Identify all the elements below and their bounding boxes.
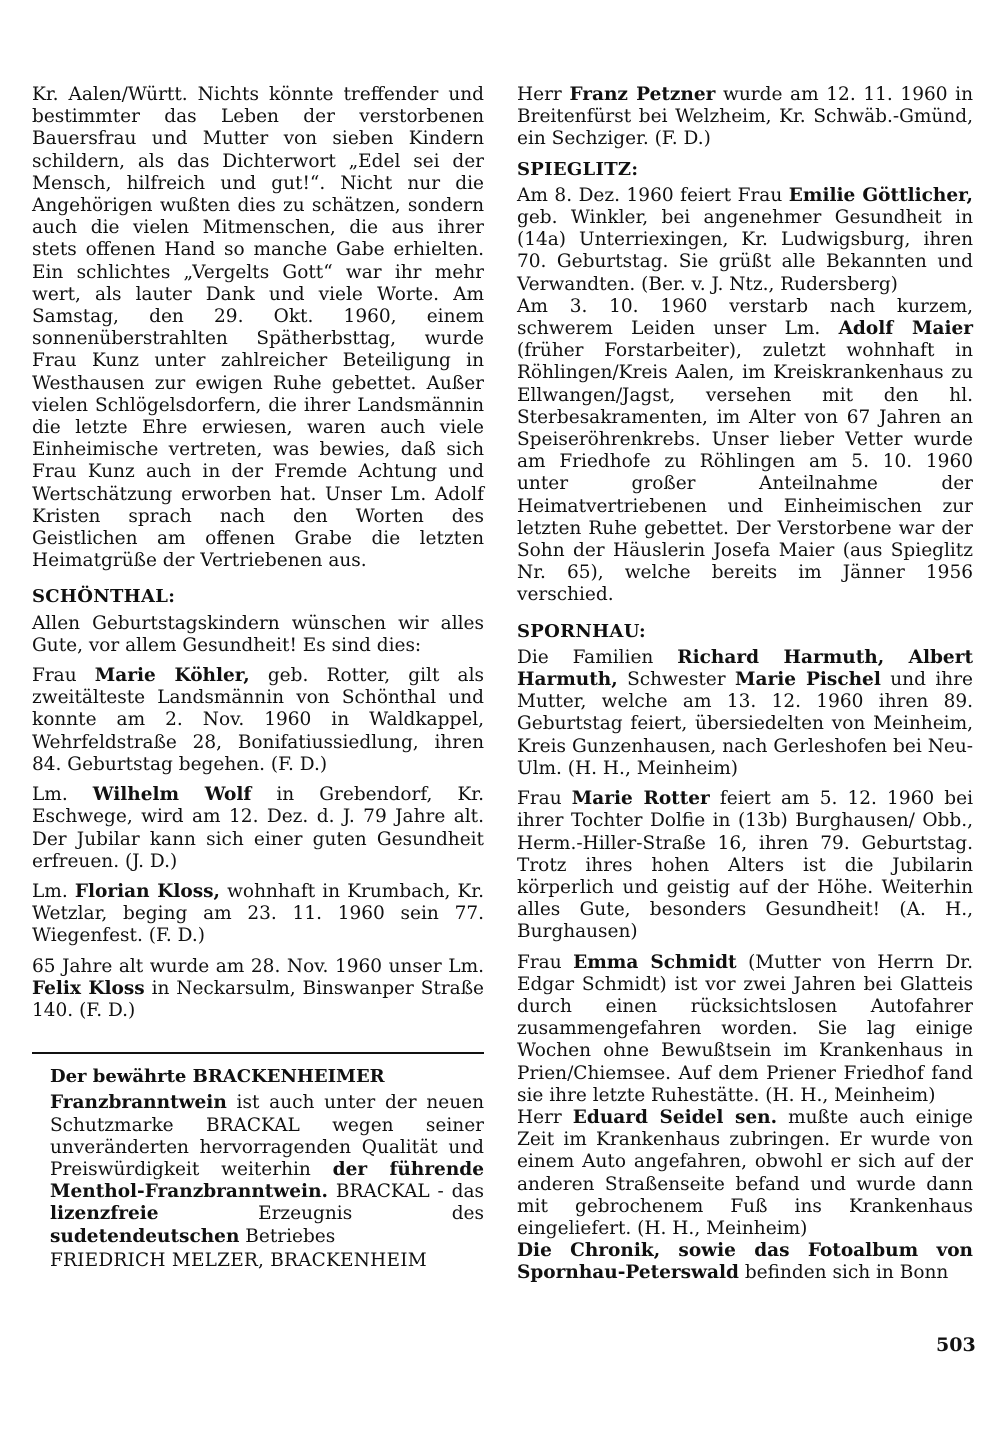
obituary-adolf-maier: Am 3. 10. 1960 verstarb nach kurzem, schwerem Leiden unser Lm. Adolf Maier (früher Forstarbeiter), zuletzt wohnhaft in Röhlingen/Kreis Aalen, im Kreiskrankenhaus zu Ellwangen/Jagst, versehen mit den hl. Sterbesakramenten, im Alter von 67 Jahren an Speiseröhrenkrebs. Unser lieber Vetter wurde am Friedhofe zu Röhlingen am 5. 10. 1960 unter großer Anteilnahme der Heimatvertriebenen und Einheimischen zur letzten Ruhe gebettet. Der Verstorbene war der Sohn der Häuslerin Josefa Maier (aus Spieglitz Nr. 65), welche bereits im Jänner 1956 verschied.	[517, 295, 973, 606]
obituary-kunz: Kr. Aalen/Württ. Nichts könnte treffender und bestimmter das Leben der verstorbenen Bauersfrau und Mutter von sieben Kindern schildern, als das Dichterwort „Edel sei der Mensch, hilfreich und gut!“. Nicht nur die Angehörigen wußten dies zu schätzen, sondern auch die vielen Mitmenschen, die aus ihrer stets offenen Hand so manche Gabe erhielten. Ein schlichtes „Vergelts Gott“ war ihr mehr wert, als lauter Dank und viele Worte. Am Samstag, den 29. Okt. 1960, einem sonnenüberstrahlten Spätherbsttag, wurde Frau Kunz unter zahlreicher Beteiligung in Westhausen zur ewigen Ruhe gebettet. Außer vielen Schlögelsdorfern, die ihrer Landsmännin die letzte Ehre erwiesen, waren auch viele Einheimische vertreten, was bewies, daß sich Frau Kunz auch in der Fremde Achtung und Wertschätzung erworben hat. Unser Lm. Adolf Kristen sprach nach den Worten des Geistlichen am offenen Grabe die letzten Heimatgrüße der Vertriebenen aus.	[32, 84, 484, 572]
divider-rule	[32, 1052, 484, 1054]
person-name: Wilhelm Wolf	[92, 784, 252, 806]
person-name: Adolf Maier	[838, 318, 973, 340]
ad-company: FRIEDRICH MELZER, BRACKENHEIM	[50, 1249, 427, 1271]
person-name: Marie Pischel	[734, 669, 881, 691]
notice-marie-rotter: Frau Marie Rotter feiert am 5. 12. 1960 bei ihrer Tochter Dolfie in (13b) Burghausen/ Obb., Herm.-Hiller-Straße 16, ihren 79. Geburtstag. Trotz ihres hohen Alters ist die Jubilarin körperlich und geistig auf der Höhe. Weiterhin alles Gute, besonders Gesundheit! (A. H., Burghausen)	[517, 788, 973, 943]
notice-marie-koehler: Frau Marie Köhler, geb. Rotter, gilt als zweitälteste Landsmännin von Schönthal und konnte am 2. Nov. 1960 in Waldkappel, Wehrfeldstraße 28, Bonifatiussiedlung, ihren 84. Geburtstag begehen. (F. D.)	[32, 665, 484, 775]
notice-franz-petzner: Herr Franz Petzner wurde am 12. 11. 1960 in Breitenfürst bei Welzheim, Kr. Schwäb.-Gmünd, ein Sechziger. (F. D.)	[517, 84, 973, 150]
section-heading-schoenthal: SCHÖNTHAL:	[32, 586, 176, 608]
notice-harmuth-family: Die Familien Richard Harmuth, Albert Harmuth, Schwester Marie Pischel und ihre Mutter, welche am 13. 12. 1960 ihren 89. Geburtstag feiert, übersiedelten von Meinheim, Kreis Gunzenhausen, nach Gerleshofen bei Neu-Ulm. (H. H., Meinheim)	[517, 646, 973, 779]
advertisement-brackal	[50, 1066, 484, 1272]
person-name: Emma Schmidt	[573, 951, 737, 973]
section-heading-spieglitz: SPIEGLITZ:	[517, 158, 639, 180]
notice-emma-schmidt: Frau Emma Schmidt (Mutter von Herrn Dr. Edgar Schmidt) ist vor zwei Jahren bei Glatteis durch einen rücksichtslosen Autofahrer zusammengefahren worden. Sie lag einige Wochen ohne Bewußtsein im Krankenhaus in Prien/Chiemsee. Auf dem Priener Friedhof fand sie ihre letzte Ruhestätte. (H. H., Meinheim)	[517, 951, 973, 1106]
page-number: 503	[936, 1334, 976, 1356]
person-name: Florian Kloss,	[74, 880, 220, 902]
notice-wilhelm-wolf: Lm. Wilhelm Wolf in Grebendorf, Kr. Eschwege, wird am 12. Dez. d. J. 79 Jahre alt. Der Jubilar kann sich einer guten Gesundheit erfreuen. (J. D.)	[32, 784, 484, 872]
person-name: Felix Kloss	[32, 977, 145, 999]
right-column	[517, 84, 973, 1285]
ad-body: Franzbranntwein ist auch unter der neuen Schutzmarke BRACKAL wegen seiner unveränderten hervorragenden Qualität und Preiswürdigkeit weiterhin der führende Menthol-Franzbranntwein. BRACKAL - das lizenzfreie Erzeugnis des sudetendeutschen Betriebes	[50, 1092, 484, 1247]
ad-title: Der bewährte BRACKENHEIMER	[50, 1066, 385, 1088]
person-name: Richard Harmuth, Albert Harmuth,	[517, 646, 973, 691]
schoenthal-intro: Allen Geburtstagskindern wünschen wir alles Gute, vor allem Gesundheit! Es sind dies:	[32, 612, 484, 656]
person-name: Marie Rotter	[571, 788, 710, 810]
person-name: Franz Petzner	[569, 84, 716, 105]
person-name: Emilie Göttlicher,	[788, 184, 973, 206]
notice-florian-kloss: Lm. Florian Kloss, wohnhaft in Krumbach, Kr. Wetzlar, beging am 23. 11. 1960 sein 77. Wiegenfest. (F. D.)	[32, 880, 485, 947]
notice-chronik: Die Chronik, sowie das Fotoalbum von Spornhau-Peterswald befinden sich in Bonn	[517, 1240, 973, 1284]
notice-eduard-seidel: Herr Eduard Seidel sen. mußte auch einige Zeit im Krankenhaus zubringen. Er wurde von einem Auto angefahren, obwohl er sich auf der anderen Straßenseite befand und wurde dann mit gebrochenem Fuß ins Krankenhaus eingeliefert. (H. H., Meinheim)	[517, 1106, 973, 1239]
notice-felix-kloss: 65 Jahre alt wurde am 28. Nov. 1960 unser Lm. Felix Kloss in Neckarsulm, Binswanper Straße 140. (F. D.)	[32, 955, 484, 1021]
section-heading-spornhau: SPORNHAU:	[517, 620, 646, 642]
person-name: Eduard Seidel sen.	[572, 1106, 778, 1128]
left-column	[32, 84, 484, 1272]
notice-emilie-goettlicher: Am 8. Dez. 1960 feiert Frau Emilie Göttlicher, geb. Winkler, bei angenehmer Gesundheit in (14a) Unterriexingen, Kr. Ludwigsburg, ihren 70. Geburtstag. Sie grüßt alle Bekannten und Verwandten. (Ber. v. J. Ntz., Rudersberg)	[517, 184, 973, 295]
person-name: Marie Köhler,	[94, 665, 250, 687]
